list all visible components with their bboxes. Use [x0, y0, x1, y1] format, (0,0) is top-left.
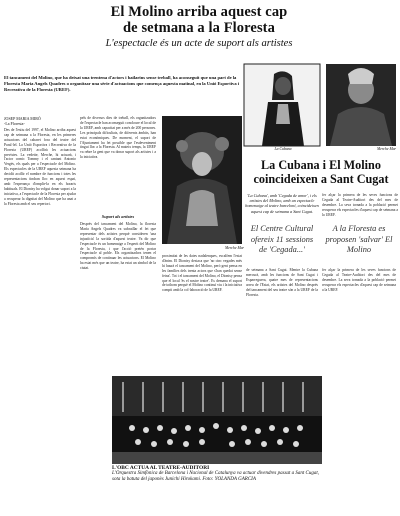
article-column-3: proximitat de les dates nadalenques, escalfem l'estat d'ànim. El Dionisy destaca que 'no cinc vegades més hi haurà el tancament del Molino, però gent pensa en les famílies dels trenta actors que s'han quedat sense feina'. Tot i el tancament del Molino, el Dionisy pensa que el local 'és el nostre teatre'. Es demana el suport de tothom perquè el Molino continuï viu i la iniciativa compti amb la col·laboració de la UREF. — [162, 254, 242, 293]
headline-line-1: El Molino arriba aquest cap — [110, 4, 288, 20]
right-intro-col-2: fer alçar la primera de les seves funcions de Cegada al Teatre-Auditori des del mes de desembre. La seva tornada a la població permet recuperar els espectacles d'aquest cap de setmana a la UREF. — [322, 193, 398, 217]
caption-la-cubana: La Cubana — [274, 147, 292, 151]
right-headline-line-1: La Cubana i El Molino — [261, 158, 381, 172]
right-headline-line-2: coincideixen a Sant Cugat — [253, 172, 389, 186]
pull-quote-1: El Centre Cultural ofereix 11 sessions de 'Cegada...' — [250, 224, 314, 254]
byline-place: -La Floresta- — [4, 121, 25, 126]
right-intro: 'La Cubana', amb 'Cegada de amor', i els artistes del Molino, amb un espectacle homenatge al teatre barceloní, coincideixen aquest cap de setmana a Sant Cugat. — [245, 193, 319, 214]
right-column-2: fer alçar la primera de les seves funcions de Cegada al Teatre-Auditori des del mes de desembre. La seva tornada a la població permet recuperar els espectacles d'aquest cap de setmana a la UREF. — [322, 268, 396, 292]
caption-molino-artist: Merche Mar — [377, 147, 396, 151]
photo-orchestra — [112, 376, 322, 464]
byline — [4, 116, 76, 126]
article-column-2b: Després del tancament del Molino, la floresta María Angels Quadres va subratllar el fet que representar dels artistes perquè consideren 'una injustícia' la sortida d'aquest teatre. Va dir que l'espectacle és un homenatge a l'esperit del Molino de la Floresta, i que l'acció pretén portar l'espectacle al poble. Els organitzadors tenen el compromís de continuar les actuacions. El Molino ha estat més que un teatre, ha estat un símbol de la ciutat. — [80, 222, 156, 271]
article-column-1: Des de l'estiu del 1997, el Molino arriba aquest cap de setmana a la Floresta, en les primeres actuacions del cabaret fora del teatre del Paral·lel. La Unió Esportiva i Recreativa de la Floresta (UREF) acollirà les actuacions previstes. La vedette, Merche, hi actuarà, i l'actor comic Tommy i el cantant Antonio Vergés, els quals per a l'espectacle del Molino. Els espectacles de la UREF aquesta setmana ha decidit acollir el nombre de funcions i totes les representacions tindran lloc en aquest espai, amb l'esperança d'omplir-la en els horaris habituals. El Dionisy ha volgut donar suport a la iniciativa, a l'espectacle de la Floresta per ajudar a recuperar la dignitat del Molino que ha anat a la Floresta amb el seu repertori. — [4, 128, 76, 206]
cubana-image — [244, 64, 320, 146]
lead-paragraph: El tancament del Molino, que ha deixat una trentena d'actors i bailarins sense treball, ha aconseguit que una part de la Floresta María Angels Quadres o organitzar una sèrie d'actuacions que comença aquesta matinal, en la Unió Esportiva i Recreativa de la Floresta (UREF). — [4, 75, 240, 92]
orchestra-image — [112, 376, 322, 464]
photo-molino-artist — [326, 64, 396, 146]
headline — [6, 4, 392, 36]
article-column-2: pels de diversos dies de treball, els organitzadors de l'espectacle han aconseguit concloure el local de la UREF, amb capacitat per a més de 200 persones. Les principals dificultats, de diferents àmbits, han estat econòmiques. De moment, el suport de l'Ajuntament ha fet possible que l'esdeveniment tingui lloc a la Floresta. Al mateix temps, la UREF va rebre la gent que va donar suport als artistes i a la iniciativa. — [80, 116, 156, 160]
orchestra-caption-body: L'Orquestra Simfònica de Barcelona i Nacional de Catalunya va actuar divendres passat a Sant Cugat, sota la batuta del japonès Junichi Hirokami. Foto: YOLANDA GARCIA — [112, 471, 320, 483]
photo-la-cubana — [244, 64, 320, 146]
right-column-1: de setmana a Sant Cugat. Mentre la Cubana mercurà, amb les funcions de Sant Cugat i Esparreguera, quatre mes de representacions arreu de l'Estat, els artistes del Molino després del tancament del seu teatre són a la UREF de la Floresta. — [246, 268, 318, 297]
orchestra-caption — [112, 465, 322, 484]
section-heading: Suport als artistes — [101, 214, 135, 219]
orchestra-caption-title: L'OBC ACTUA AL TEATRE-AUDITORI — [112, 465, 210, 471]
performer-image — [162, 116, 242, 244]
subheadline: L'espectacle és un acte de suport als artistes — [105, 38, 293, 49]
molino-artist-image — [326, 64, 396, 146]
right-headline — [244, 158, 398, 186]
photo-merche — [162, 116, 242, 244]
headline-line-2: de setmana a la Floresta — [123, 20, 275, 36]
byline-author: JOSEP MARIA MIRÓ — [4, 116, 41, 121]
caption-merche: Merche Mar — [225, 246, 244, 250]
pull-quote-2: A la Floresta es proposen 'salvar' El Molino — [325, 224, 393, 254]
